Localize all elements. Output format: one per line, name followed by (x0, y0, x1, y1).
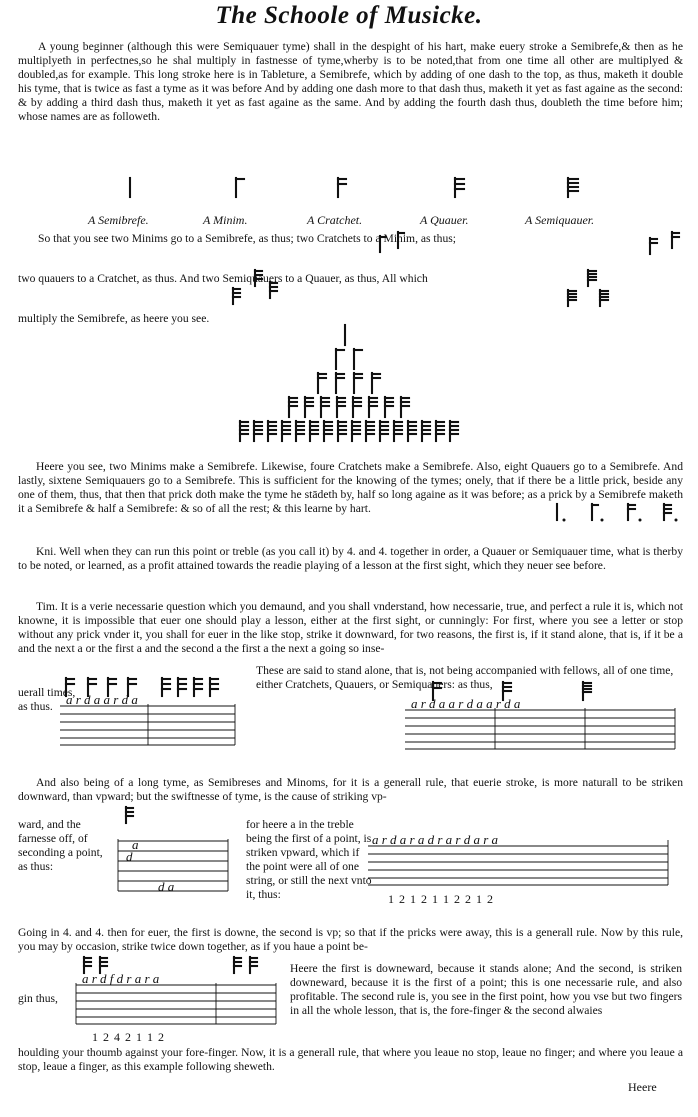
semiquaver-flag-icon (254, 421, 262, 441)
quaver-flag-icon (455, 178, 464, 197)
semiquaver-flag-icon (338, 421, 346, 441)
gin-right-text: Heere the first is downeward, because it stands alone; And the second, is striken downeward, because it is the first of a point; this is one necessarie rule, and also profitable. The second rule is, you see in the first point, how you vse but two fingers in all the whole lesson, that is, the fore-finger & the second alwaies (290, 962, 682, 1017)
minim-flag-icon (236, 178, 244, 197)
crotchet-flag-icon (318, 373, 326, 393)
note-name-semibreve: A Semibrefe. (88, 213, 149, 227)
intro-paragraph: A young beginner (although this were Semiquauer tyme) shall in the despight of his hart, make euery stroke a Semibrefe,& then as he multiplyeth in perfectnes,so he shal multiply in fastnesse of tyme,wherby is to be noted,that from one time all other are multiplyed & doubled,as for example. This long stroke here is in Tableture, a Semibrefe, which by adding of one dash to the top, as thus, maketh it double his tyme, that is twice as fast a tyme as it was before And by adding one dash more to that dash thus, maketh it yet as fast againe as the second: & by adding a third dash thus, maketh it yet as fast againe as the same. And by adding the fourth dash thus, doubleth the time before him; whose names are as followeth. (18, 40, 683, 123)
quaver-flag-icon (289, 397, 297, 417)
note-name-crotchet: A Cratchet. (307, 213, 363, 227)
svg-text:a: a (132, 837, 139, 852)
two-quavers-line: two quauers to a Cratchet, as thus. And two Semiquauers to a Quauer, as thus, All which (18, 272, 428, 285)
semiquaver-flag-icon (282, 421, 290, 441)
also-paragraph: And also being of a long tyme, as Semibreses and Minoms, for it is a generall rule, that euerie stroke, is more naturall to be striken downward, than vpward; but the swiftnesse of tyme, is the cause of striking vp- (18, 776, 683, 803)
tab-5-letters: d a (158, 879, 175, 894)
page-title: The Schoole of Musicke. (215, 2, 483, 29)
minim-flag-icon (336, 349, 344, 369)
semiquaver-flag-icon (422, 421, 430, 441)
tab-2-letters: a r d a a r d a a r d a (411, 696, 521, 711)
semiquaver-flag-icon (268, 421, 276, 441)
note-value-pyramid (0, 323, 698, 448)
ward-left-text: ward, and the farnesse off, of seconding a point, as thus: (18, 818, 103, 873)
note-name-minim: A Minim. (203, 213, 248, 227)
crotchet-flag-icon (372, 373, 380, 393)
gin-finger-numbers: 1 2 4 2 1 1 2 (92, 1030, 165, 1044)
semiquaver-flag-icon (240, 421, 248, 441)
semiquaver-flag-icon (568, 270, 608, 306)
semiquaver-flag-icon (352, 421, 360, 441)
crotchet-flag-icon (354, 373, 362, 393)
crotchet-flag-icon (650, 232, 679, 254)
note-name-quaver: A Quauer. (420, 213, 469, 227)
semiquaver-flag-icon (296, 421, 304, 441)
minim-flag-icon (380, 232, 404, 252)
quaver-flag-icon (337, 397, 345, 417)
tablature-example-2 (405, 680, 685, 760)
semiquaver-flag-icon (380, 421, 388, 441)
semiquaver-flag-icon (324, 421, 332, 441)
semiquaver-flag-icon (310, 421, 318, 441)
heere-paragraph: Heere you see, two Minims make a Semibrefe. Likewise, foure Cratchets make a Semibrefe. Also, eight Quauers go to a Semibrefe. And lastly, sixtene Semiquauers go to a Semibrefe. This is sufficient for the knowing of the tymes; onely, that if there be a little prick, beside any one of them, thus, that then that prick doth make the tyme he stādeth by, half so long againe as it was before; as a prick by a Semibrefe maketh it a Semibrefe & half a Semibrefe: & so of all the rest; & this learne by hart. (18, 460, 683, 515)
minim-flag-icon (354, 349, 362, 369)
tablature-example-1 (60, 676, 240, 746)
inline-flag-groups (0, 230, 698, 320)
crotchet-flag-icon (336, 373, 344, 393)
quaver-flag-icon (369, 397, 377, 417)
semiquaver-flag-icon (394, 421, 402, 441)
quaver-flag-icon (305, 397, 313, 417)
svg-text:d: d (126, 849, 133, 864)
kni-paragraph: Kni. Well when they can run this point or treble (as you call it) by 4. and 4. together in order, a Quauer or Semiquauer time, what is therby to be noted, or learned, as a profit attained towards the readie playing of a lesson at the first sight, which they neuer see before. (18, 545, 683, 572)
inse-left-text: uerall times, as thus. (18, 686, 76, 713)
quaver-flag-icon (353, 397, 361, 417)
inse-side-text: These are said to stand alone, that is, not being accompanied with fellows, all of one time, either Cratchets, Quauers, or Semiquauers: as thus, (256, 664, 674, 691)
two-minims-line: So that you see two Minims go to a Semibrefe, as thus; two Cratchets to a Minim, as thus; (38, 232, 456, 245)
semiquaver-flag-icon (408, 421, 416, 441)
multiply-line: multiply the Semibrefe, as heere you see. (18, 312, 210, 325)
gin-left-text: gin thus, (18, 992, 58, 1005)
quaver-flag-icon (385, 397, 393, 417)
semiquaver-flag-icon (450, 421, 458, 441)
crotchet-flag-icon (338, 178, 346, 197)
semiquaver-flag-icon (366, 421, 374, 441)
semiquaver-flag-icon (436, 421, 444, 441)
pricked-notes-example (552, 500, 692, 526)
quaver-flag-icon (321, 397, 329, 417)
quaver-flag-icon (401, 397, 409, 417)
tab-1-letters: a r d a a r d a (66, 692, 138, 707)
going-paragraph: Going in 4. and 4. then for euer, the first is downe, the second is vp; so that if the pricks were away, this is a generall rule. Now by this rule, you may by occasion, strike twice down together, as if you haue a point be- (18, 926, 683, 953)
tablature-example-4 (368, 800, 678, 910)
quaver-flag-icon (233, 270, 277, 304)
tab-4-letters: a r d f d r a r a (82, 971, 160, 986)
final-lines: houlding your thoumb against your fore-finger. Now, it is a generall rule, that where you leaue no stop, leaue no finger; and where you leaue a stop, leaue a finger, as this example following sheweth. (18, 1046, 683, 1073)
ward-mid-text: for heere a in the treble being the first of a point, is striken vpward, which if the point were all of one string, or still the next vnto it, thus: (246, 818, 372, 901)
tablature-example-5 (76, 955, 286, 1045)
note-value-flags (0, 175, 698, 215)
note-name-semiquaver: A Semiquauer. (525, 213, 595, 227)
ward-finger-numbers: 1 2 1 2 1 1 2 2 1 2 (388, 892, 494, 906)
catchword: Heere (628, 1080, 657, 1094)
tab-3-letters: a r d a r a d r a r d a r a (372, 832, 499, 847)
tim-paragraph: Tim. It is a verie necessarie question which you demaund, and you shall vnderstand, how necessarie, true, and perfect a rule it is, which not knowne, it is impossible that euer one should play a lesson, either at the first sight, or cunningly: For first, where you see a letter or stop without any prick vnder it, you shall for euer in the like stop, strike it downward, for two reasons, the first is, if it stand alone, that is, if it be a and the next a or the first a and the second a the first a the next a going so inse- (18, 600, 683, 655)
tablature-example-3 (118, 805, 238, 905)
semiquaver-flag-icon (568, 178, 578, 197)
